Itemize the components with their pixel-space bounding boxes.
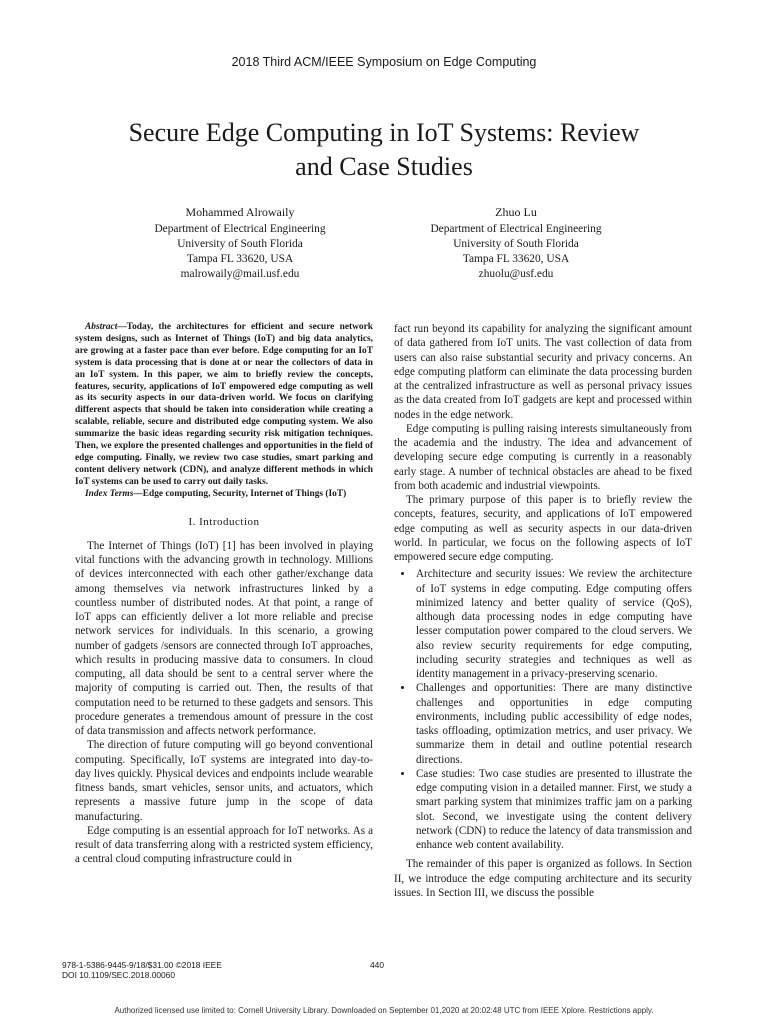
- section-heading: I. Introduction: [188, 515, 260, 528]
- author-univ: University of South Florida: [453, 238, 579, 250]
- abstract: [75, 322, 373, 501]
- abstract-label: Abstract: [85, 322, 118, 332]
- author-dept: Department of Electrical Engineering: [154, 223, 326, 235]
- index-terms-text: —Edge computing, Security, Internet of Things (IoT): [133, 488, 347, 499]
- body-paragraph: The direction of future computing will go beyond conventional computing. Specifically, IoT systems are integrated into day-to-day lives quickly. Physical devices and endpoints include wearable fitness bands, smart vehicles, sensor units, and actuators, which represents a massive future jump in the scope of data manufacturing.: [75, 739, 373, 823]
- author-univ: University of South Florida: [177, 238, 303, 250]
- body-paragraph: fact run beyond its capability for analyzing the significant amount of data gathered from IoT units. The vast collection of data from users can also raise substantial security and privacy concerns. An edge computing platform can eliminate the data processing burden at the centralized infrastructure as well as personal privacy issues as the data created from IoT gadgets are kept and processed within nodes in the edge network.: [394, 323, 692, 421]
- index-terms-label: Index Terms: [85, 488, 134, 499]
- index-terms: [75, 489, 373, 501]
- abstract-paragraph: [75, 322, 373, 489]
- body-paragraph: Edge computing is an essential approach for IoT networks. As a result of data transferring along with a restricted system efficiency, a central cloud computing infrastructure could in: [75, 824, 373, 866]
- doi-line: DOI 10.1109/SEC.2018.00060: [62, 970, 175, 980]
- body-paragraph: The remainder of this paper is organized as follows. In Section II, we introduce the edge computing architecture and its security issues. In Section III, we discuss the possible: [394, 858, 692, 899]
- body-paragraph: Edge computing is pulling raising interests simultaneously from the academia and the industry. The idea and advancement of developing secure edge computing is currently in a reasonably early stage. A number of technical obstacles are ahead to be fixed from both academic and industrial viewpoints.: [394, 422, 692, 492]
- conference-header: 2018 Third ACM/IEEE Symposium on Edge Computing: [231, 55, 537, 69]
- author-name: Zhuo Lu: [495, 205, 537, 219]
- author-email: malrowaily@mail.usf.edu: [180, 268, 300, 280]
- author-address: Tampa FL 33620, USA: [462, 253, 570, 265]
- paper-title: [60, 116, 708, 184]
- left-column: [75, 322, 373, 867]
- right-column: [394, 322, 692, 900]
- author-block-2: [366, 205, 666, 282]
- author-email: zhuolu@usf.edu: [478, 268, 554, 280]
- list-item: • Architecture and security issues: We review the architecture of IoT systems in edge computing. Edge computing offers minimized latency and better quality of service (QoS), although data processing nodes in edge computing have lesser computation power compared to the cloud servers. We also review security requirements for edge computing, including security strategies and techniques as well as identity management in a privacy-preserving scenario.: [414, 567, 692, 681]
- author-dept: Department of Electrical Engineering: [430, 223, 602, 235]
- body-paragraph: The Internet of Things (IoT) [1] has been involved in playing vital functions with the advancing growth in technology. Millions of devices interconnected with each other gather/exchange data among themselves via network infrastructures linked by a countless number of distributed nodes. At that point, a range of IoT apps can efficiently deliver a lot more reliable and precise network services for individuals. In this scenario, a growing number of gadgets /sensors are connected through IoT approaches, which results in producing massive data to consumers. In cloud computing, all data should be sent to a central server where the majority of computing is carried out. Then, the results of that computation need to be returned to these gadgets and sensors. This procedure generates a tremendous amount of pressure in the cost of data transmission and affects network performance.: [75, 539, 373, 738]
- aspects-list: [394, 567, 692, 852]
- footer-copyright: [62, 960, 222, 980]
- author-block-1: [90, 205, 390, 282]
- isbn-line: 978-1-5386-9445-9/18/$31.00 ©2018 IEEE: [62, 960, 222, 970]
- title-line-1: Secure Edge Computing in IoT Systems: Review: [128, 118, 640, 147]
- page-number: 440: [370, 960, 384, 970]
- author-address: Tampa FL 33620, USA: [186, 253, 294, 265]
- title-line-2: and Case Studies: [295, 152, 473, 181]
- body-paragraph: The primary purpose of this paper is to briefly review the concepts, features, security, and applications of IoT empowered edge computing as well as security aspects in our data-driven world. In particular, we focus on the following aspects of IoT empowered secure edge computing.: [394, 494, 692, 563]
- list-item: • Case studies: Two case studies are presented to illustrate the edge computing vision in a detailed manner. First, we study a smart parking system that minimizes traffic jam on a parking slot. Second, we investigate using the content delivery network (CDN) to reduce the latency of data transmission and enhance web content availability.: [414, 767, 692, 853]
- license-notice: Authorized licensed use limited to: Cornell University Library. Downloaded on September 01,2020 at 20:02:48 UTC from IEEE Xplore. Restrictions apply.: [114, 1006, 654, 1015]
- list-item: • Challenges and opportunities: There are many distinctive challenges and opportunities in edge computing environments, including public accessibility of edge nodes, tasks offloading, optimization metrics, and user privacy. We summarize them in detail and outline potential research directions.: [414, 681, 692, 767]
- author-name: Mohammed Alrowaily: [185, 205, 295, 219]
- abstract-text: —Today, the architectures for efficient and secure network system designs, such as Internet of Things (IoT) and big data analytics, are growing at a faster pace than ever before. Edge computing for an IoT system is data processing that is done at or near the collectors of data in an IoT system. In this paper, we aim to briefly review the concepts, features, security, applications of IoT empowered edge computing as well as its security aspects in our data-driven world. We focus on clarifying different aspects that should be taken into consideration while creating a scalable, reliable, secure and distributed edge computing system. We also summarize the basic ideas regarding security risk mitigation techniques. Then, we explore the presented challenges and opportunities in the field of edge computing. Finally, we review two case studies, smart parking and content delivery network (CDN), and analyze different methods in which IoT systems can be used to carry out daily tasks.: [75, 322, 373, 487]
